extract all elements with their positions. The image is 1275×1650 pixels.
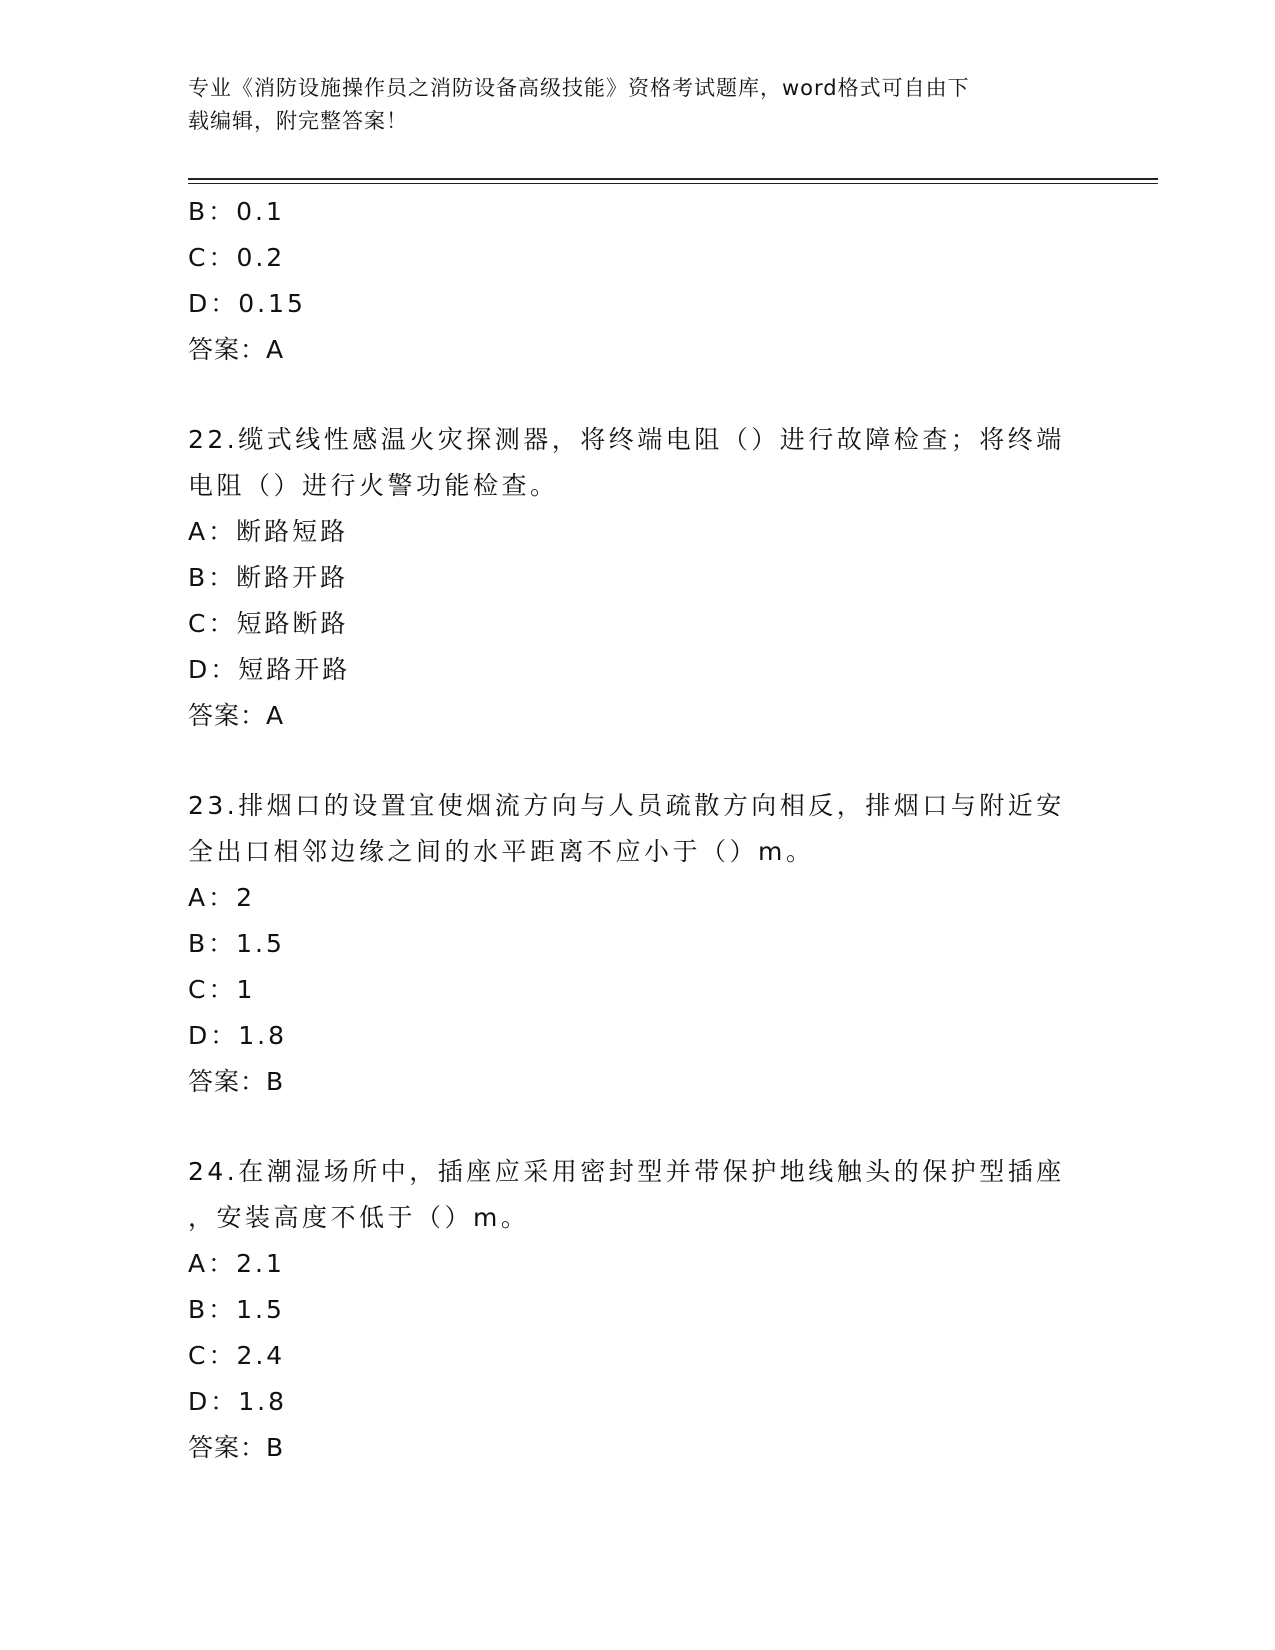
option-b: B：1.5 [188, 1295, 285, 1324]
question-list [188, 189, 1088, 1471]
question-stem-line: 全出口相邻边缘之间的水平距离不应小于（）m。 [188, 837, 815, 866]
option-b: B：1.5 [188, 929, 285, 958]
header-divider-thick [188, 178, 1158, 180]
question-stem-line: 23.排烟口的设置宜使烟流方向与人员疏散方向相反，排烟口与附近安 [188, 791, 1065, 820]
option-b: B：0.1 [188, 197, 285, 226]
option-c: C：0.2 [188, 243, 286, 272]
option-d: D：0.15 [188, 289, 306, 318]
header-line-1: 专业《消防设施操作员之消防设备高级技能》资格考试题库，word格式可自由下 [188, 76, 970, 100]
option-a: A：2 [188, 883, 256, 912]
question-22 [188, 417, 1088, 739]
question-stem-line: 电阻（）进行火警功能检查。 [188, 471, 559, 500]
answer-line: 答案：B [188, 1433, 285, 1462]
header-line-2: 载编辑，附完整答案！ [188, 109, 408, 133]
answer-line: 答案：B [188, 1067, 285, 1096]
document-header [188, 72, 1068, 138]
option-b: B：断路开路 [188, 563, 349, 592]
question-24 [188, 1149, 1088, 1471]
question-stem-line: ，安装高度不低于（）m。 [188, 1203, 530, 1232]
option-d: D：1.8 [188, 1021, 288, 1050]
option-a: A：断路短路 [188, 517, 349, 546]
partial-question [188, 189, 1088, 373]
question-23 [188, 783, 1088, 1105]
option-a: A：2.1 [188, 1249, 285, 1278]
option-c: C：1 [188, 975, 256, 1004]
option-d: D：1.8 [188, 1387, 288, 1416]
question-stem-line: 24.在潮湿场所中，插座应采用密封型并带保护地线触头的保护型插座 [188, 1157, 1065, 1186]
header-divider-thin [188, 183, 1158, 184]
option-c: C：2.4 [188, 1341, 286, 1370]
option-c: C：短路断路 [188, 609, 349, 638]
answer-line: 答案：A [188, 335, 285, 364]
answer-line: 答案：A [188, 701, 285, 730]
option-d: D：短路开路 [188, 655, 351, 684]
question-stem-line: 22.缆式线性感温火灾探测器，将终端电阻（）进行故障检查；将终端 [188, 425, 1065, 454]
